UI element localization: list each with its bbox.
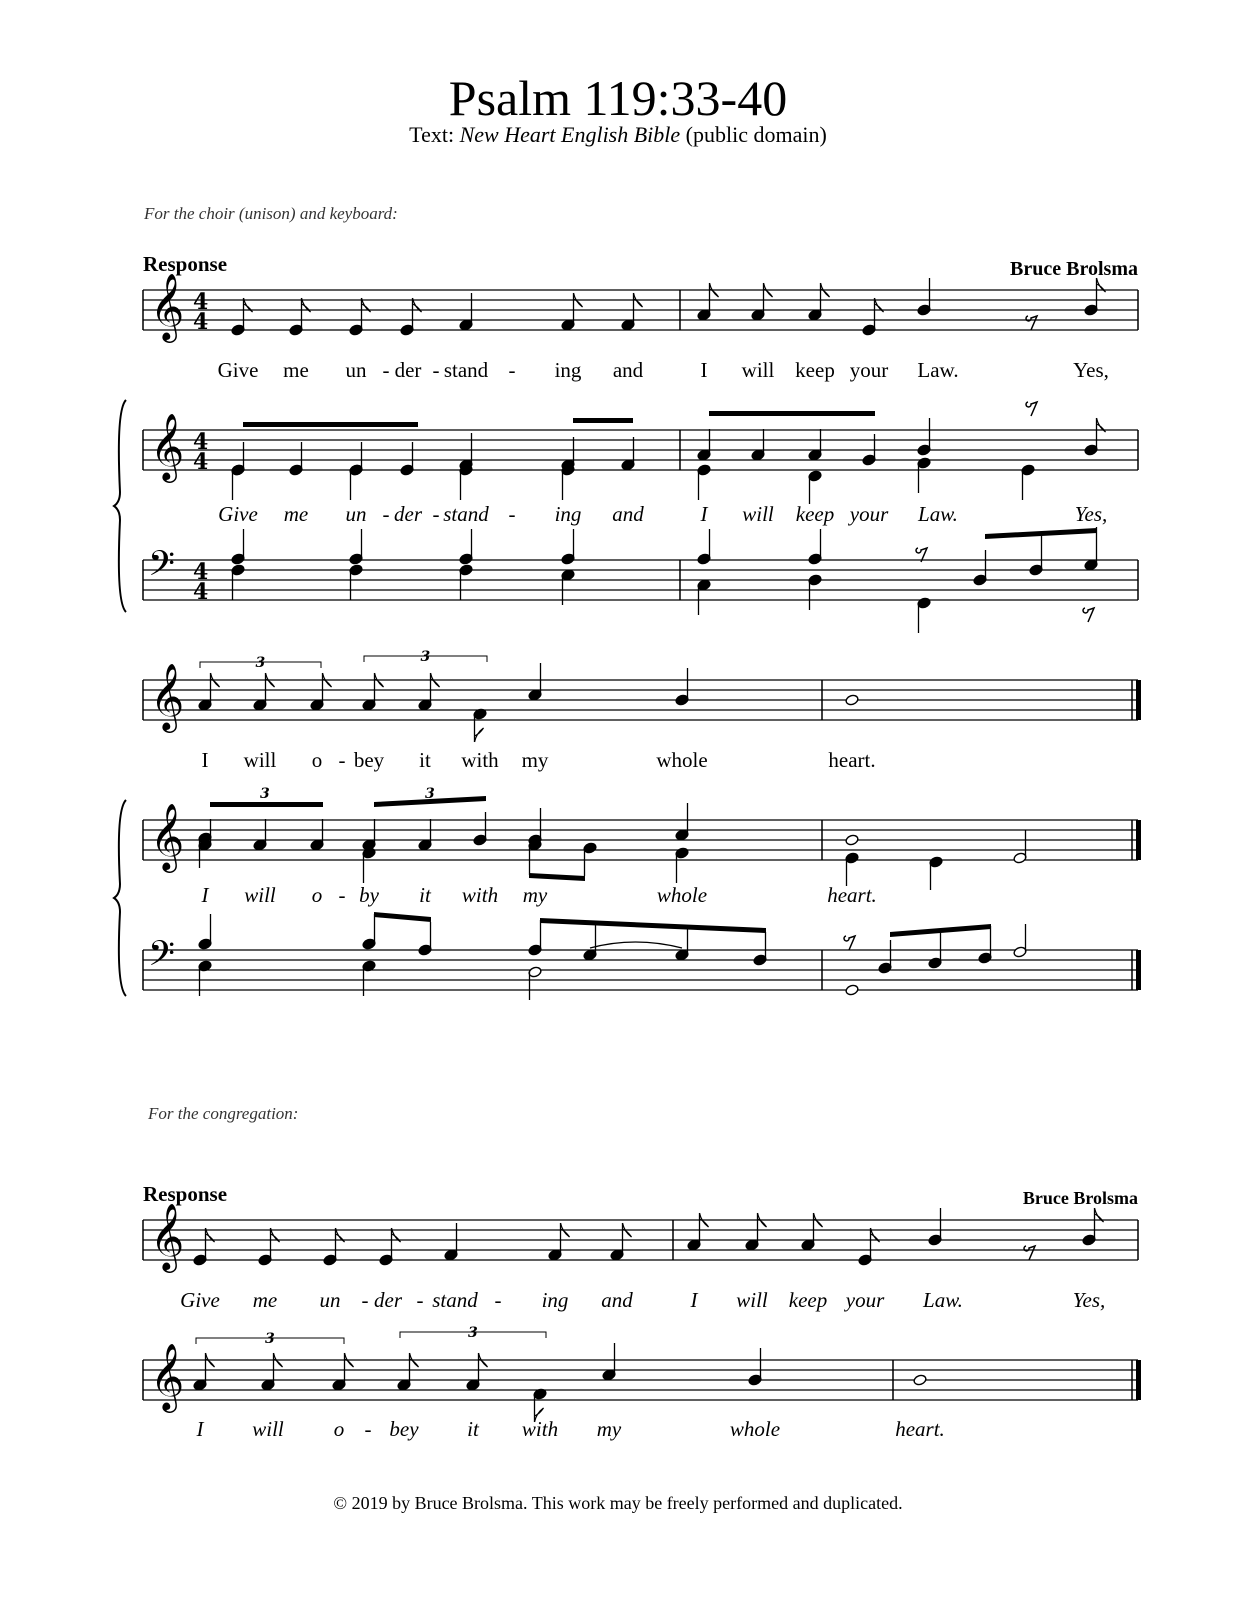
lyric-syllable: with — [461, 883, 499, 907]
tuplet-number: 3 — [260, 786, 270, 802]
text-credit-prefix: Text: — [409, 122, 460, 147]
treble-clef: 𝄞 — [150, 802, 185, 870]
time-signature-top: 4 — [193, 429, 209, 455]
lyric-syllable: stand — [443, 358, 489, 382]
lyric-syllable: by — [359, 883, 379, 907]
lyric-syllable: will — [736, 1288, 768, 1312]
lyric-hyphen: - — [364, 1417, 372, 1441]
lyric-syllable: will — [244, 883, 276, 907]
note-head-open — [845, 984, 859, 996]
lyric-syllable: your — [849, 502, 889, 526]
beam — [573, 418, 633, 423]
system-brace — [114, 400, 126, 612]
lyric-syllable: I — [201, 748, 209, 772]
lyric-syllable: stand — [432, 1288, 478, 1312]
note-head-open — [845, 694, 859, 706]
lyric-syllable: your — [849, 358, 889, 382]
eighth-rest — [1026, 316, 1037, 330]
lyric-syllable: Yes, — [1073, 358, 1109, 382]
treble-clef: 𝄞 — [150, 662, 185, 730]
eighth-rest — [1026, 402, 1037, 416]
lyric-hyphen: - — [338, 748, 346, 772]
lyric-syllable: it — [419, 748, 431, 772]
lyric-syllable: my — [522, 883, 548, 907]
lyric-syllable: I — [196, 1417, 204, 1441]
lyric-syllable: o — [311, 748, 323, 772]
lyric-hyphen: - — [432, 502, 440, 526]
choir-note: For the choir (unison) and keyboard: — [144, 204, 398, 223]
lyric-syllable: bey — [389, 1417, 419, 1441]
lyric-hyphen: - — [361, 1288, 369, 1312]
note-head-open — [845, 834, 859, 846]
lyric-syllable: un — [345, 502, 367, 526]
lyric-syllable: Give — [217, 358, 259, 382]
lyric-hyphen: - — [338, 883, 346, 907]
final-barline — [1136, 820, 1141, 860]
eighth-rest — [844, 936, 855, 950]
beam — [709, 411, 875, 416]
time-signature-bottom: 4 — [193, 579, 209, 605]
note-head-open — [913, 1374, 927, 1386]
text-credit-source: New Heart English Bible — [459, 122, 681, 147]
time-signature-top: 4 — [193, 289, 209, 315]
lyric-syllable: will — [742, 502, 774, 526]
lyric-syllable: ing — [554, 502, 582, 526]
lyric-syllable: will — [741, 358, 775, 382]
lyric-syllable: keep — [795, 358, 835, 382]
lyric-syllable: your — [845, 1288, 885, 1312]
lyric-hyphen: - — [508, 502, 516, 526]
lyric-hyphen: - — [432, 358, 440, 382]
congregation-composer: Bruce Brolsma — [1022, 1188, 1138, 1208]
lyric-syllable: whole — [729, 1417, 781, 1441]
lyric-syllable: heart. — [828, 748, 876, 772]
beam — [540, 918, 766, 933]
lyric-syllable: Law. — [917, 358, 959, 382]
note-flag — [535, 1408, 544, 1422]
lyric-syllable: der — [394, 502, 422, 526]
lyric-syllable: un — [345, 358, 367, 382]
note-flag — [475, 728, 484, 742]
lyric-syllable: my — [521, 748, 549, 772]
choir-heading: Response — [143, 252, 228, 276]
beam — [210, 802, 323, 807]
time-signature-bottom: 4 — [193, 449, 209, 475]
treble-clef: 𝄞 — [150, 1202, 185, 1270]
lyric-syllable: bey — [353, 748, 385, 772]
final-barline — [1136, 1360, 1141, 1400]
copyright-footer: © 2019 by Bruce Brolsma. This work may be freely performed and duplicated. — [333, 1493, 903, 1513]
beam — [243, 422, 418, 427]
lyric-syllable: Law. — [918, 502, 958, 526]
lyric-syllable: whole — [656, 748, 708, 772]
lyric-syllable: Yes, — [1072, 1288, 1106, 1312]
lyric-syllable: stand — [443, 502, 489, 526]
lyric-syllable: I — [700, 502, 708, 526]
tuplet-number: 3 — [425, 786, 435, 802]
text-credit-suffix: (public domain) — [680, 122, 827, 147]
lyric-syllable: I — [690, 1288, 698, 1312]
lyric-syllable: I — [700, 358, 708, 382]
eighth-rest — [1024, 1246, 1035, 1260]
lyric-syllable: I — [201, 883, 209, 907]
time-signature-top: 4 — [193, 559, 209, 585]
lyric-syllable: with — [461, 748, 499, 772]
lyric-syllable: Give — [180, 1288, 220, 1312]
eighth-rest — [1083, 608, 1094, 622]
lyric-syllable: Give — [218, 502, 258, 526]
tuplet-number: 3 — [255, 655, 266, 671]
lyric-syllable: me — [283, 502, 309, 526]
lyric-syllable: with — [521, 1417, 559, 1441]
lyric-syllable: will — [252, 1417, 284, 1441]
lyric-syllable: heart. — [827, 883, 877, 907]
lyric-syllable: Law. — [923, 1288, 963, 1312]
lyric-syllable: ing — [541, 1288, 569, 1312]
final-barline — [1136, 950, 1141, 990]
lyric-syllable: heart. — [895, 1417, 945, 1441]
beam — [529, 873, 585, 881]
lyric-syllable: will — [243, 748, 277, 772]
beam — [374, 912, 431, 922]
lyric-syllable: ing — [554, 358, 582, 382]
lyric-syllable: der — [394, 358, 422, 382]
lyric-syllable: keep — [788, 1288, 828, 1312]
tuplet-number: 3 — [468, 1325, 478, 1341]
lyric-syllable: and — [612, 358, 644, 382]
lyric-hyphen: - — [382, 358, 390, 382]
lyric-syllable: it — [419, 883, 431, 907]
choir-composer: Bruce Brolsma — [1010, 258, 1138, 280]
page-title: Psalm 119:33-40 — [448, 70, 788, 126]
tie — [590, 942, 682, 948]
lyric-hyphen: - — [508, 358, 516, 382]
tuplet-number: 3 — [420, 649, 431, 665]
lyric-syllable: me — [283, 358, 309, 382]
lyric-syllable: Yes, — [1074, 502, 1108, 526]
lyric-syllable: and — [612, 502, 644, 526]
lyric-syllable: whole — [656, 883, 708, 907]
lyric-syllable: me — [252, 1288, 278, 1312]
lyric-syllable: der — [374, 1288, 402, 1312]
lyric-syllable: un — [319, 1288, 341, 1312]
lyric-hyphen: - — [494, 1288, 502, 1312]
lyric-syllable: my — [596, 1417, 622, 1441]
lyric-syllable: o — [333, 1417, 345, 1441]
lyric-hyphen: - — [416, 1288, 424, 1312]
lyric-syllable: it — [467, 1417, 479, 1441]
lyric-syllable: keep — [795, 502, 835, 526]
treble-clef: 𝄞 — [150, 272, 185, 340]
lyric-syllable: o — [311, 883, 323, 907]
bass-clef: 𝄢 — [148, 543, 176, 592]
treble-clef: 𝄞 — [150, 1342, 185, 1410]
time-signature-bottom: 4 — [193, 309, 209, 335]
treble-clef: 𝄞 — [150, 412, 185, 480]
lyric-syllable: and — [601, 1288, 633, 1312]
congregation-heading: Response — [143, 1182, 228, 1206]
tuplet-number: 3 — [265, 1331, 275, 1347]
final-barline — [1136, 680, 1141, 720]
system-brace — [114, 800, 126, 996]
bass-clef: 𝄢 — [148, 933, 176, 982]
lyric-hyphen: - — [382, 502, 390, 526]
congregation-note: For the congregation: — [148, 1104, 299, 1123]
